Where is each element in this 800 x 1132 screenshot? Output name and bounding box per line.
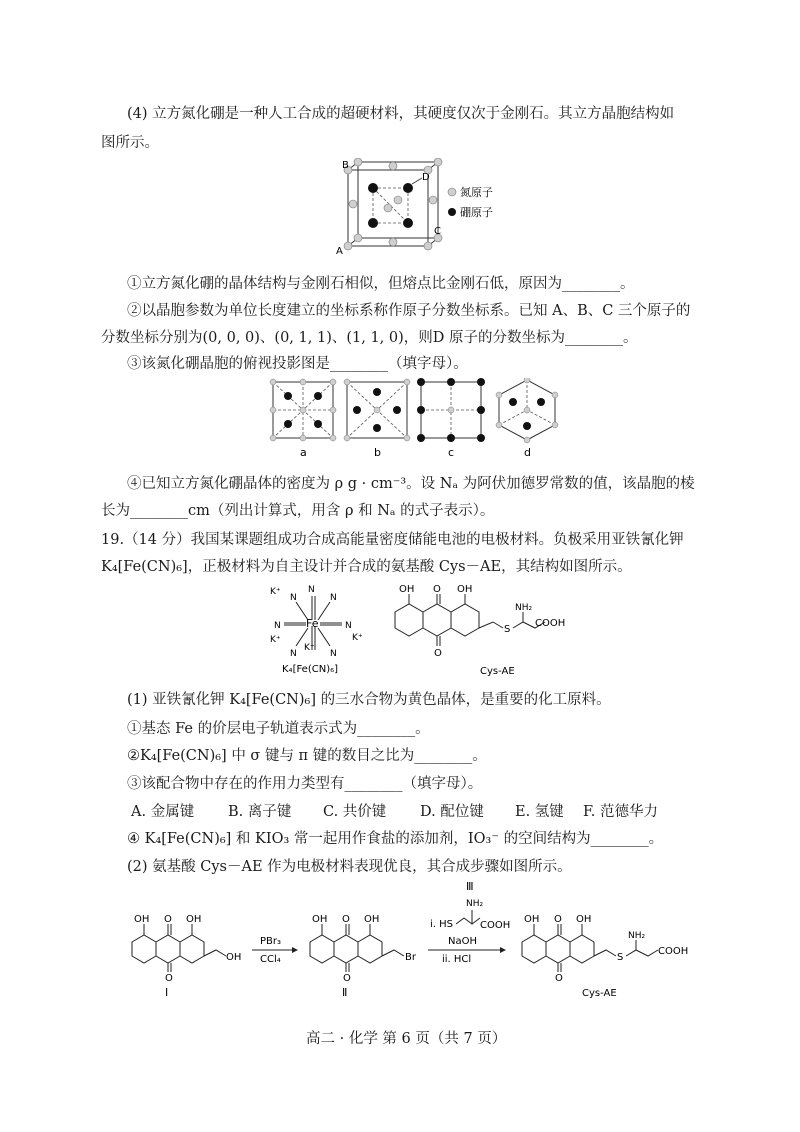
svg-text:S: S [617,952,624,963]
k4-caption: K₄[Fe(CN)₆] [282,664,339,675]
cubic-bn-unit-cell-figure [330,158,505,258]
reagent-ccl4: CCl₄ [260,954,281,965]
q18-4-intro-line2: 图所示。 [101,135,159,151]
q18-4-q1: ①立方氮化硼的晶体结构与金刚石相似，但熔点比金刚石低，原因为________。 [127,276,635,292]
svg-text:COOH: COOH [535,618,565,629]
svg-text:OH: OH [576,914,592,925]
svg-text:COOH: COOH [658,946,689,957]
compound-i-label: Ⅰ [165,986,169,999]
reagent-naoh: NaOH [448,936,477,947]
reagent-hcl: ii. HCl [442,954,472,965]
reagent-pbr3: PBr₃ [260,936,282,947]
page-footer: 高二 · 化学 第 6 页（共 7 页） [306,1031,507,1047]
q19-part2: (2) 氨基酸 Cys－AE 作为电极材料表现优良，其合成步骤如图所示。 [127,859,572,875]
option-c: C. 共价键 [323,804,387,820]
svg-text:O: O [343,973,351,984]
q19-p1-q2: ②K₄[Fe(CN)₆] 中 σ 键与 π 键的数目之比为________。 [127,748,487,764]
svg-text:N: N [345,621,352,631]
proj-label-d: d [524,446,531,459]
svg-text:OH: OH [186,914,202,925]
svg-text:OH: OH [524,914,540,925]
cys-ae-structure [385,582,565,677]
cys-ae-caption: Cys-AE [480,666,515,677]
svg-text:OH: OH [226,952,242,963]
projection-d [496,378,558,443]
compound-iii-label: Ⅲ [466,880,474,893]
option-b: B. 离子键 [228,804,292,820]
svg-text:N: N [274,621,281,631]
svg-text:N: N [308,585,315,595]
projection-a [270,379,336,441]
projection-options-figure [265,378,565,460]
svg-text:K⁺: K⁺ [270,587,281,597]
svg-text:OH: OH [134,914,150,925]
svg-text:OH: OH [364,914,380,925]
svg-text:N: N [330,593,337,603]
q18-4-q3: ③该氮化硼晶胞的俯视投影图是________（填字母）。 [127,356,468,372]
svg-text:OH: OH [312,914,328,925]
svg-text:N: N [330,649,337,659]
q18-4-intro-line1: (4) 立方氮化硼是一种人工合成的超硬材料，其硬度仅次于金刚石。其立方晶胞结构如 [127,106,675,122]
proj-label-c: c [448,446,455,459]
synthesis-scheme [130,880,710,1010]
label-c: C [434,226,441,237]
svg-text:NH₂: NH₂ [466,899,484,909]
svg-text:O: O [433,584,441,595]
svg-text:O: O [165,973,173,984]
svg-text:NH₂: NH₂ [515,603,533,613]
nitrogen-legend-icon [448,188,456,196]
svg-text:COOH: COOH [480,920,511,931]
svg-text:O: O [164,914,172,925]
q19-p1-q3: ③该配合物中存在的作用力类型有________（填字母）。 [127,776,483,792]
q18-4-q4-line1: ④已知立方氮化硼晶体的密度为 ρ g · cm⁻³。设 Nₐ 为阿伏加德罗常数的值，该晶胞的棱 [127,476,695,492]
legend-nitrogen: 氮原子 [460,186,493,199]
svg-text:Fe: Fe [306,617,319,630]
option-f: F. 范德华力 [583,804,659,820]
q18-4-q2-line1: ②以晶胞参数为单位长度建立的坐标系称作原子分数坐标系。已知 A、B、C 三个原子的 [127,303,691,319]
option-e: E. 氢键 [515,804,564,820]
option-a: A. 金属键 [131,804,195,820]
svg-text:K⁺: K⁺ [352,633,363,643]
svg-text:K⁺: K⁺ [304,643,315,653]
svg-text:O: O [342,914,350,925]
q19-intro-line2: K₄[Fe(CN)₆]，正极材料为自主设计并合成的氨基酸 Cys－AE，其结构如图所示。 [101,559,632,575]
compound-ii-label: Ⅱ [342,986,348,999]
svg-text:N: N [290,593,297,603]
product-label: Cys-AE [582,988,617,999]
svg-text:K⁺: K⁺ [270,635,281,645]
svg-text:OH: OH [399,584,415,595]
label-b: B [342,160,349,171]
boron-legend-icon [448,208,456,216]
svg-text:O: O [434,648,442,659]
k4-fe-cn6-structure [262,580,372,675]
q19-p1-q4: ④ K₄[Fe(CN)₆] 和 KIO₃ 常一起用作食盐的添加剂，IO₃⁻ 的空间结构为________。 [127,831,664,847]
option-d: D. 配位键 [420,804,484,820]
q19-intro-line1: 19.（14 分）我国某课题组成功合成高能量密度储能电池的电极材料。负极采用亚铁氰化钾 [101,532,684,548]
legend-boron: 硼原子 [460,206,493,219]
svg-text:O: O [554,914,562,925]
reagent-hs: i. HS [430,919,454,930]
projection-b [344,379,410,441]
proj-label-a: a [300,446,307,459]
q18-4-q2-line2: 分数坐标分别为(0, 0, 0)、(0, 1, 1)、(1, 1, 0)，则D 原子的分数坐标为________。 [101,330,638,346]
svg-text:OH: OH [457,584,473,595]
svg-text:O: O [555,973,563,984]
projection-c [417,378,485,442]
q19-part1: (1) 亚铁氰化钾 K₄[Fe(CN)₆] 的三水合物为黄色晶体，是重要的化工原料。 [127,692,611,708]
svg-text:N: N [290,649,297,659]
svg-text:Br: Br [405,952,416,963]
svg-text:S: S [504,624,511,635]
svg-text:NH₂: NH₂ [628,931,646,941]
q18-4-q4-line2: 长为________cm（列出计算式，用含 ρ 和 Nₐ 的式子表示）。 [101,503,495,519]
label-d: D [422,172,430,183]
q19-p1-q1: ①基态 Fe 的价层电子轨道表示式为________。 [127,721,430,737]
label-a: A [336,246,343,257]
proj-label-b: b [374,446,381,459]
